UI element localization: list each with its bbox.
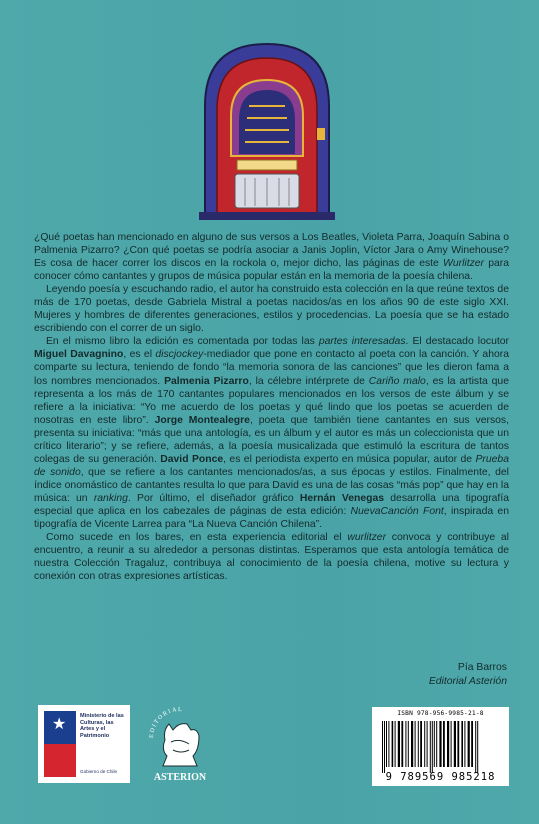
text-run: convoca y contribuye al encuentro, a reunir a su alrededor a personas distintas. Esperamos que esta antología temática de nuestra Colección Tragaluz, contribuya al conocimiento de la poesía chilena, motive su lectura y conexión con otras expresiones artísticas. (34, 532, 509, 583)
barcode-bar (439, 721, 441, 767)
text-run: . Por último, el diseñador gráfico (127, 492, 300, 504)
text-run: En el mismo libro la edición es comentada por todas las (46, 336, 319, 348)
text-run: Como sucede en los bares, en esta experiencia editorial el (46, 532, 348, 544)
barcode-bar (398, 721, 400, 767)
ministerio-logo (38, 705, 130, 783)
text-run: para conocer cómo cantantes y grupos de música popular están en la memoria de la poesía chilena. (34, 258, 509, 283)
synopsis-paragraph-3 (34, 335, 509, 531)
text-run: ¿Qué poetas han mencionado en alguno de sus versos a Los Beatles, Violeta Parra, Joaquín Sabina o Palmenia Pizarro? ¿Con qué poetas se podría asociar a Janis Joplin, Víctor Jara o Amy Winehouse? Es cosa de hacer correr los discos en la rockola o, mejor dicho, las páginas de este (34, 232, 509, 270)
barcode-bar (408, 721, 409, 767)
ministerio-name: Ministerio de las Culturas, las Artes y el Patrimonio (80, 713, 124, 739)
asterion-name: ASTERION (153, 772, 207, 783)
barcode-bar (415, 721, 416, 767)
barcode-bar (434, 721, 435, 767)
synopsis-text (34, 231, 509, 583)
barcode-bars (382, 721, 502, 773)
bold-name: Hernán Venegas (299, 492, 385, 504)
italic-text: discjockey (155, 349, 204, 361)
barcode-bar (382, 721, 383, 773)
text-run: , es el (123, 349, 156, 361)
synopsis-paragraph-2 (34, 283, 509, 335)
barcode-bar (401, 721, 403, 767)
text-run: . El destacado locutor (405, 336, 509, 348)
barcode-bar (436, 721, 437, 767)
barcode-bar (386, 721, 387, 767)
text-run: , que se refiere a los cantantes mencionados/as, a sus épocas y estilos. Finalmente, del índice onomástico de cantantes resulta lo que para David es una de las cosas “más pop” que hay en la música: un (34, 466, 509, 504)
text-run: , poeta que también tiene cantantes en sus versos, presenta su iniciativa: “más que una antología, es un álbum y el autor es más un coleccionista que un crítico literario”; y se refiere, además, a la poesía musicalizada que estimuló la escritura de tantos colegas de su generación. (34, 414, 509, 465)
isbn-digits: 9 789569 985218 (385, 771, 496, 783)
jukebox-illustration (187, 36, 347, 221)
italic-text: Wurlitzer (443, 258, 485, 270)
italic-text: NuevaCanción Font (350, 505, 444, 517)
barcode-bar (471, 721, 473, 767)
barcode-bar (451, 721, 452, 767)
signature-publisher: Editorial Asterión (428, 675, 507, 687)
barcode-bar (430, 721, 431, 773)
barcode-bar (454, 721, 456, 767)
barcode-bar (420, 721, 422, 767)
barcode-bar (447, 721, 449, 767)
barcode-bar (427, 721, 428, 767)
italic-text: wurlitzer (347, 532, 387, 544)
bold-name: David Ponce (160, 453, 224, 465)
text-run: , es el periodista experto en música popular, autor de (223, 453, 476, 465)
italic-text: Prueba de sonido (34, 453, 509, 478)
barcode-bar (392, 721, 394, 767)
italic-text: ranking (93, 492, 128, 504)
barcode-bar (432, 721, 433, 773)
isbn-label: ISBN 978-956-9985-21-8 (397, 710, 484, 717)
synopsis-paragraph-1 (34, 231, 509, 283)
barcode-bar (475, 721, 476, 773)
barcode-bar (388, 721, 389, 767)
text-run: -mediador que pone en contacto al poeta con la canción. Y ahora comparte su lectura, teniendo de fondo “la memoria sonora de las canciones” que les dieron fama a los nombres mencionados. (34, 349, 509, 387)
italic-text: partes interesadas (318, 336, 406, 348)
barcode-bar (457, 721, 459, 767)
star-icon: ★ (52, 716, 67, 733)
asterion-publisher-logo (143, 700, 217, 790)
barcode-bar (384, 721, 385, 773)
barcode-bar (443, 721, 445, 767)
barcode-bar (411, 721, 413, 767)
text-run: Leyendo poesía y escuchando radio, el autor ha construido esta colección en la que reúne textos de más de 170 poetas, desde Gabriela Mistral a poetas nacidos/as en los años 90 de este siglo XXI. Mujeres y hombres de diferentes generaciones, estilos y procedencias. La poesía que se ha estado escribiendo con el correr de un siglo. (34, 284, 509, 335)
signature-name: Pía Barros (457, 662, 507, 673)
barcode-bar (461, 721, 463, 767)
barcode-bar (424, 721, 425, 767)
text-run: desarrolla una tipografía especial que aplica en los cabezales de páginas de esta edición: (34, 492, 509, 517)
synopsis-paragraph-4 (34, 531, 509, 583)
bold-name: Jorge Montealegre (154, 414, 250, 426)
barcode-bar (418, 721, 419, 767)
text-run: , inspirada en tipografía de Vicente Larrea para “La Nueva Canción Chilena”. (34, 505, 509, 531)
chile-flag-icon (44, 711, 76, 777)
barcode-bar (405, 721, 406, 767)
text-run: , la célebre intérprete de (248, 375, 369, 387)
gobierno-label: Gobierno de Chile (80, 769, 118, 774)
barcode-bar (395, 721, 396, 767)
asterion-arc-text: EDITORIAL (148, 706, 184, 739)
signature (429, 661, 507, 688)
bold-name: Palmenia Pizarro (164, 375, 249, 387)
italic-text: Cariño malo (368, 375, 426, 387)
barcode-bar (477, 721, 478, 773)
isbn-barcode (372, 707, 509, 786)
barcode-bar (468, 721, 470, 767)
text-run: , es la artista que representa a los más de 170 cantantes populares mencionados en los versos de este álbum y se refiere a la iniciativa: “Yo me acuerdo de los poetas y qué lindo que los poetas se acuerden de nosotras en este libro”. (34, 375, 509, 426)
bold-name: Miguel Davagnino (34, 349, 124, 361)
barcode-bar (464, 721, 465, 767)
